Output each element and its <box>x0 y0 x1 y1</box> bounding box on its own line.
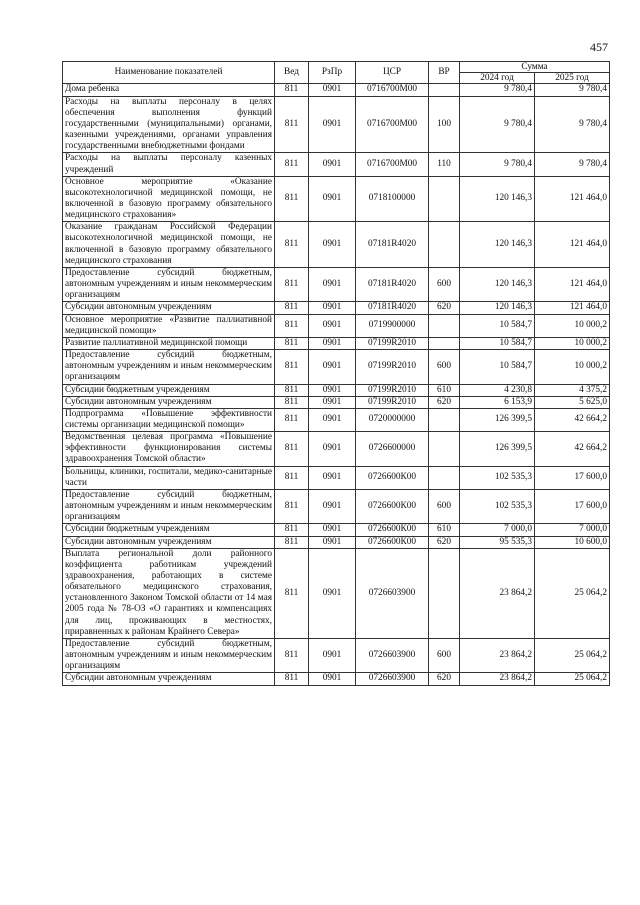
cell-2025: 10 600,0 <box>535 536 610 548</box>
cell-vr <box>429 84 460 96</box>
cell-name: Ведомственная целевая программа «Повышение эффективности функционирования системы здравоохранения Томской области» <box>63 432 275 466</box>
table-body <box>63 84 610 685</box>
cell-rzpr: 0901 <box>309 638 356 672</box>
cell-rzpr: 0901 <box>309 396 356 408</box>
cell-csr: 0720000000 <box>356 408 429 431</box>
cell-rzpr: 0901 <box>309 432 356 466</box>
cell-csr: 07181R4020 <box>356 267 429 301</box>
cell-2025: 10 000,2 <box>535 314 610 337</box>
cell-csr: 0716700М00 <box>356 153 429 176</box>
table-row <box>63 466 610 489</box>
cell-csr: 0718100000 <box>356 176 429 222</box>
cell-vr <box>429 466 460 489</box>
table-row <box>63 489 610 523</box>
cell-rzpr: 0901 <box>309 222 356 268</box>
cell-name: Больницы, клиники, госпитали, медико-санитарные части <box>63 466 275 489</box>
cell-csr: 07199R2010 <box>356 350 429 384</box>
cell-rzpr: 0901 <box>309 153 356 176</box>
cell-2025: 10 000,2 <box>535 337 610 349</box>
cell-csr: 0726600К00 <box>356 489 429 523</box>
cell-2025: 42 664,2 <box>535 432 610 466</box>
cell-rzpr: 0901 <box>309 350 356 384</box>
cell-csr: 0726600К00 <box>356 536 429 548</box>
cell-2024: 4 230,8 <box>460 384 535 396</box>
cell-vr <box>429 432 460 466</box>
table-row <box>63 222 610 268</box>
page-number: 457 <box>590 40 608 54</box>
cell-name: Расходы на выплаты персоналу казенных учреждений <box>63 153 275 176</box>
cell-csr: 07181R4020 <box>356 222 429 268</box>
cell-csr: 0719900000 <box>356 314 429 337</box>
cell-vr: 600 <box>429 267 460 301</box>
cell-rzpr: 0901 <box>309 84 356 96</box>
cell-2025: 121 464,0 <box>535 176 610 222</box>
cell-name: Субсидии автономным учреждениям <box>63 302 275 314</box>
cell-name: Дома ребенка <box>63 84 275 96</box>
table-row <box>63 536 610 548</box>
table-row <box>63 350 610 384</box>
cell-ved: 811 <box>275 536 309 548</box>
cell-2025: 17 600,0 <box>535 466 610 489</box>
cell-vr: 620 <box>429 302 460 314</box>
table-row <box>63 673 610 685</box>
cell-2024: 120 146,3 <box>460 267 535 301</box>
table-row <box>63 384 610 396</box>
cell-name: Субсидии автономным учреждениям <box>63 396 275 408</box>
table-row <box>63 302 610 314</box>
cell-csr: 0716700М00 <box>356 84 429 96</box>
table-row <box>63 408 610 431</box>
cell-ved: 811 <box>275 302 309 314</box>
cell-vr: 610 <box>429 384 460 396</box>
cell-rzpr: 0901 <box>309 267 356 301</box>
cell-rzpr: 0901 <box>309 384 356 396</box>
cell-vr: 620 <box>429 673 460 685</box>
cell-name: Расходы на выплаты персоналу в целях обеспечения выполнения функций государственными (муниципальными) органами, казенными учреждениями, органами управления государственными внебюджетными фондами <box>63 96 275 153</box>
cell-2025: 5 625,0 <box>535 396 610 408</box>
cell-ved: 811 <box>275 222 309 268</box>
cell-rzpr: 0901 <box>309 489 356 523</box>
cell-2025: 17 600,0 <box>535 489 610 523</box>
table-row <box>63 84 610 96</box>
cell-name: Оказание гражданам Российской Федерации высокотехнологичной медицинской помощи, не включенной в базовую программу обязательного медицинского страхования <box>63 222 275 268</box>
cell-csr: 07181R4020 <box>356 302 429 314</box>
cell-name: Развитие паллиативной медицинской помощи <box>63 337 275 349</box>
table-row <box>63 548 610 638</box>
header-name: Наименование показателей <box>63 62 275 84</box>
cell-2025: 9 780,4 <box>535 84 610 96</box>
cell-vr: 600 <box>429 638 460 672</box>
cell-rzpr: 0901 <box>309 408 356 431</box>
header-year-2024: 2024 год <box>460 73 535 84</box>
cell-2024: 23 864,2 <box>460 548 535 638</box>
cell-vr <box>429 408 460 431</box>
cell-vr: 600 <box>429 489 460 523</box>
cell-2024: 10 584,7 <box>460 314 535 337</box>
cell-rzpr: 0901 <box>309 673 356 685</box>
cell-ved: 811 <box>275 153 309 176</box>
cell-name: Предоставление субсидий бюджетным, автономным учреждениям и иным некоммерческим организациям <box>63 350 275 384</box>
cell-2024: 6 153,9 <box>460 396 535 408</box>
cell-2024: 10 584,7 <box>460 337 535 349</box>
cell-ved: 811 <box>275 548 309 638</box>
cell-vr: 610 <box>429 524 460 536</box>
cell-ved: 811 <box>275 432 309 466</box>
cell-ved: 811 <box>275 96 309 153</box>
cell-2025: 25 064,2 <box>535 673 610 685</box>
cell-rzpr: 0901 <box>309 548 356 638</box>
header-rzpr: РзПр <box>309 62 356 84</box>
cell-name: Субсидии бюджетным учреждениям <box>63 524 275 536</box>
cell-2024: 120 146,3 <box>460 302 535 314</box>
cell-csr: 0726600000 <box>356 432 429 466</box>
cell-2025: 121 464,0 <box>535 302 610 314</box>
cell-name: Субсидии автономным учреждениям <box>63 673 275 685</box>
cell-vr <box>429 314 460 337</box>
cell-name: Основное мероприятие «Оказание высокотехнологичной медицинской помощи, не включенной в базовую программу обязательного медицинского страхования» <box>63 176 275 222</box>
cell-csr: 0726603900 <box>356 673 429 685</box>
cell-2024: 23 864,2 <box>460 673 535 685</box>
cell-ved: 811 <box>275 176 309 222</box>
cell-vr: 620 <box>429 536 460 548</box>
cell-2025: 121 464,0 <box>535 267 610 301</box>
cell-2025: 10 000,2 <box>535 350 610 384</box>
budget-table <box>62 61 610 686</box>
table-row <box>63 524 610 536</box>
cell-rzpr: 0901 <box>309 524 356 536</box>
cell-2024: 126 399,5 <box>460 432 535 466</box>
cell-2024: 120 146,3 <box>460 176 535 222</box>
cell-ved: 811 <box>275 314 309 337</box>
cell-name: Выплата региональной доли районного коэффициента работникам учреждений здравоохранения, работающих в системе обязательного медицинского страхования, установленного Законом Томской области от 14 мая 2005 года № 78-ОЗ «О гарантиях и компенсациях для лиц, проживающих в местностях, приравненных к районам Крайнего Севера» <box>63 548 275 638</box>
cell-2024: 7 000,0 <box>460 524 535 536</box>
cell-2024: 102 535,3 <box>460 466 535 489</box>
cell-vr: 100 <box>429 96 460 153</box>
cell-name: Субсидии бюджетным учреждениям <box>63 384 275 396</box>
cell-csr: 07199R2010 <box>356 337 429 349</box>
cell-csr: 0726603900 <box>356 548 429 638</box>
cell-rzpr: 0901 <box>309 302 356 314</box>
cell-csr: 07199R2010 <box>356 396 429 408</box>
cell-2025: 9 780,4 <box>535 96 610 153</box>
table-row <box>63 153 610 176</box>
cell-rzpr: 0901 <box>309 96 356 153</box>
cell-rzpr: 0901 <box>309 536 356 548</box>
cell-ved: 811 <box>275 489 309 523</box>
table-row <box>63 314 610 337</box>
cell-vr <box>429 176 460 222</box>
cell-2024: 9 780,4 <box>460 84 535 96</box>
cell-2024: 9 780,4 <box>460 153 535 176</box>
cell-ved: 811 <box>275 350 309 384</box>
cell-2024: 95 535,3 <box>460 536 535 548</box>
cell-vr: 620 <box>429 396 460 408</box>
cell-2024: 23 864,2 <box>460 638 535 672</box>
cell-2025: 7 000,0 <box>535 524 610 536</box>
header-year-2025: 2025 год <box>535 73 610 84</box>
header-row <box>63 62 610 73</box>
cell-2024: 126 399,5 <box>460 408 535 431</box>
cell-2025: 42 664,2 <box>535 408 610 431</box>
cell-2025: 4 375,2 <box>535 384 610 396</box>
cell-ved: 811 <box>275 524 309 536</box>
cell-2024: 120 146,3 <box>460 222 535 268</box>
table-row <box>63 396 610 408</box>
cell-csr: 0726603900 <box>356 638 429 672</box>
cell-2024: 102 535,3 <box>460 489 535 523</box>
cell-ved: 811 <box>275 396 309 408</box>
table-row <box>63 267 610 301</box>
cell-ved: 811 <box>275 638 309 672</box>
table-row <box>63 337 610 349</box>
cell-2025: 121 464,0 <box>535 222 610 268</box>
table-row <box>63 638 610 672</box>
cell-csr: 0716700М00 <box>356 96 429 153</box>
cell-rzpr: 0901 <box>309 466 356 489</box>
header-sum: Сумма <box>460 62 610 73</box>
cell-name: Основное мероприятие «Развитие паллиативной медицинской помощи» <box>63 314 275 337</box>
cell-csr: 07199R2010 <box>356 384 429 396</box>
cell-name: Подпрограмма «Повышение эффективности системы организации медицинской помощи» <box>63 408 275 431</box>
cell-name: Предоставление субсидий бюджетным, автономным учреждениям и иным некоммерческим организациям <box>63 638 275 672</box>
cell-rzpr: 0901 <box>309 314 356 337</box>
cell-ved: 811 <box>275 267 309 301</box>
table-row <box>63 432 610 466</box>
cell-vr <box>429 337 460 349</box>
cell-csr: 0726600К00 <box>356 466 429 489</box>
header-vr: ВР <box>429 62 460 84</box>
cell-vr <box>429 548 460 638</box>
cell-vr: 600 <box>429 350 460 384</box>
cell-2025: 25 064,2 <box>535 548 610 638</box>
cell-ved: 811 <box>275 466 309 489</box>
table-row <box>63 96 610 153</box>
cell-name: Предоставление субсидий бюджетным, автономным учреждениям и иным некоммерческим организациям <box>63 267 275 301</box>
cell-csr: 0726600К00 <box>356 524 429 536</box>
cell-ved: 811 <box>275 337 309 349</box>
header-csr: ЦСР <box>356 62 429 84</box>
cell-vr <box>429 222 460 268</box>
cell-vr: 110 <box>429 153 460 176</box>
cell-2025: 9 780,4 <box>535 153 610 176</box>
cell-2025: 25 064,2 <box>535 638 610 672</box>
header-ved: Вед <box>275 62 309 84</box>
cell-ved: 811 <box>275 673 309 685</box>
cell-ved: 811 <box>275 408 309 431</box>
cell-2024: 9 780,4 <box>460 96 535 153</box>
cell-2024: 10 584,7 <box>460 350 535 384</box>
table-row <box>63 176 610 222</box>
cell-rzpr: 0901 <box>309 176 356 222</box>
cell-name: Субсидии автономным учреждениям <box>63 536 275 548</box>
cell-name: Предоставление субсидий бюджетным, автономным учреждениям и иным некоммерческим организациям <box>63 489 275 523</box>
cell-ved: 811 <box>275 84 309 96</box>
cell-ved: 811 <box>275 384 309 396</box>
cell-rzpr: 0901 <box>309 337 356 349</box>
